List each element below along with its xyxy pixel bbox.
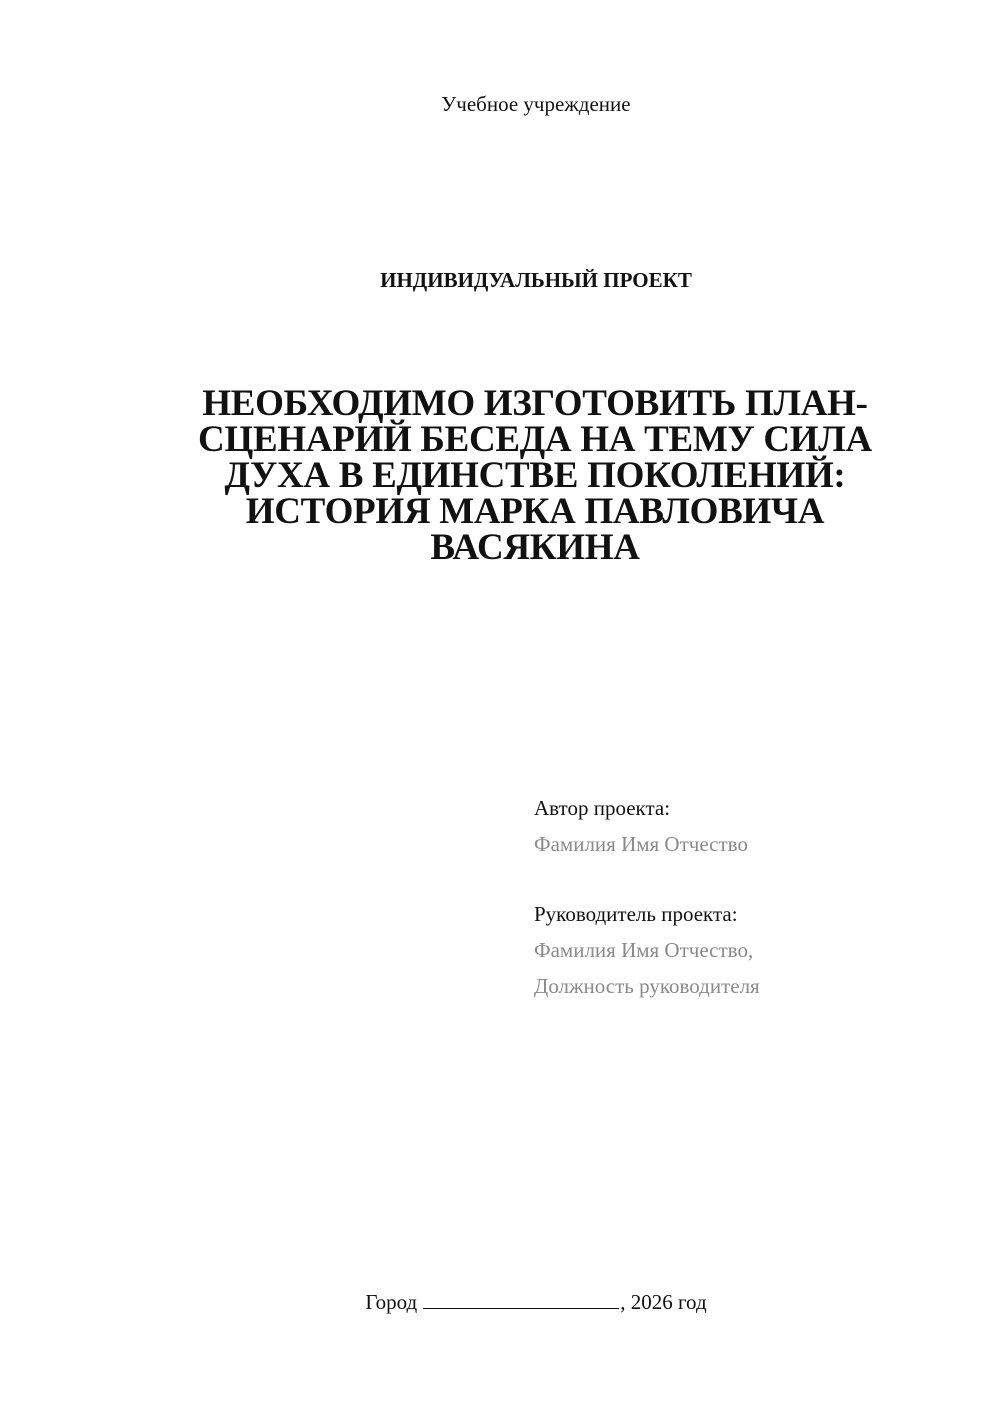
project-title	[170, 383, 900, 568]
footer-city-year	[0, 1290, 1000, 1315]
city-label: Город	[365, 1290, 418, 1314]
title-line: НЕОБХОДИМО ИЗГОТОВИТЬ ПЛАН-	[202, 383, 868, 424]
spacer	[534, 862, 760, 896]
supervisor-label: Руководитель проекта:	[534, 902, 738, 926]
title-line: ВАСЯКИНА	[430, 527, 640, 568]
document-type: ИНДИВИДУАЛЬНЫЙ ПРОЕКТ	[380, 268, 692, 292]
title-line: СЦЕНАРИЙ БЕСЕДА НА ТЕМУ СИЛА	[198, 419, 872, 460]
title-line: ДУХА В ЕДИНСТВЕ ПОКОЛЕНИЙ:	[224, 455, 846, 496]
project-credits	[534, 790, 760, 1004]
supervisor-name-placeholder: Фамилия Имя Отчество,	[534, 938, 754, 962]
city-blank-line	[423, 1290, 619, 1309]
title-line: ИСТОРИЯ МАРКА ПАВЛОВИЧА	[245, 491, 825, 532]
year-text: , 2026 год	[620, 1290, 707, 1314]
author-name-placeholder: Фамилия Имя Отчество	[534, 832, 748, 856]
institution-name: Учебное учреждение	[441, 92, 631, 116]
supervisor-position-placeholder: Должность руководителя	[534, 974, 760, 998]
author-label: Автор проекта:	[534, 796, 671, 820]
